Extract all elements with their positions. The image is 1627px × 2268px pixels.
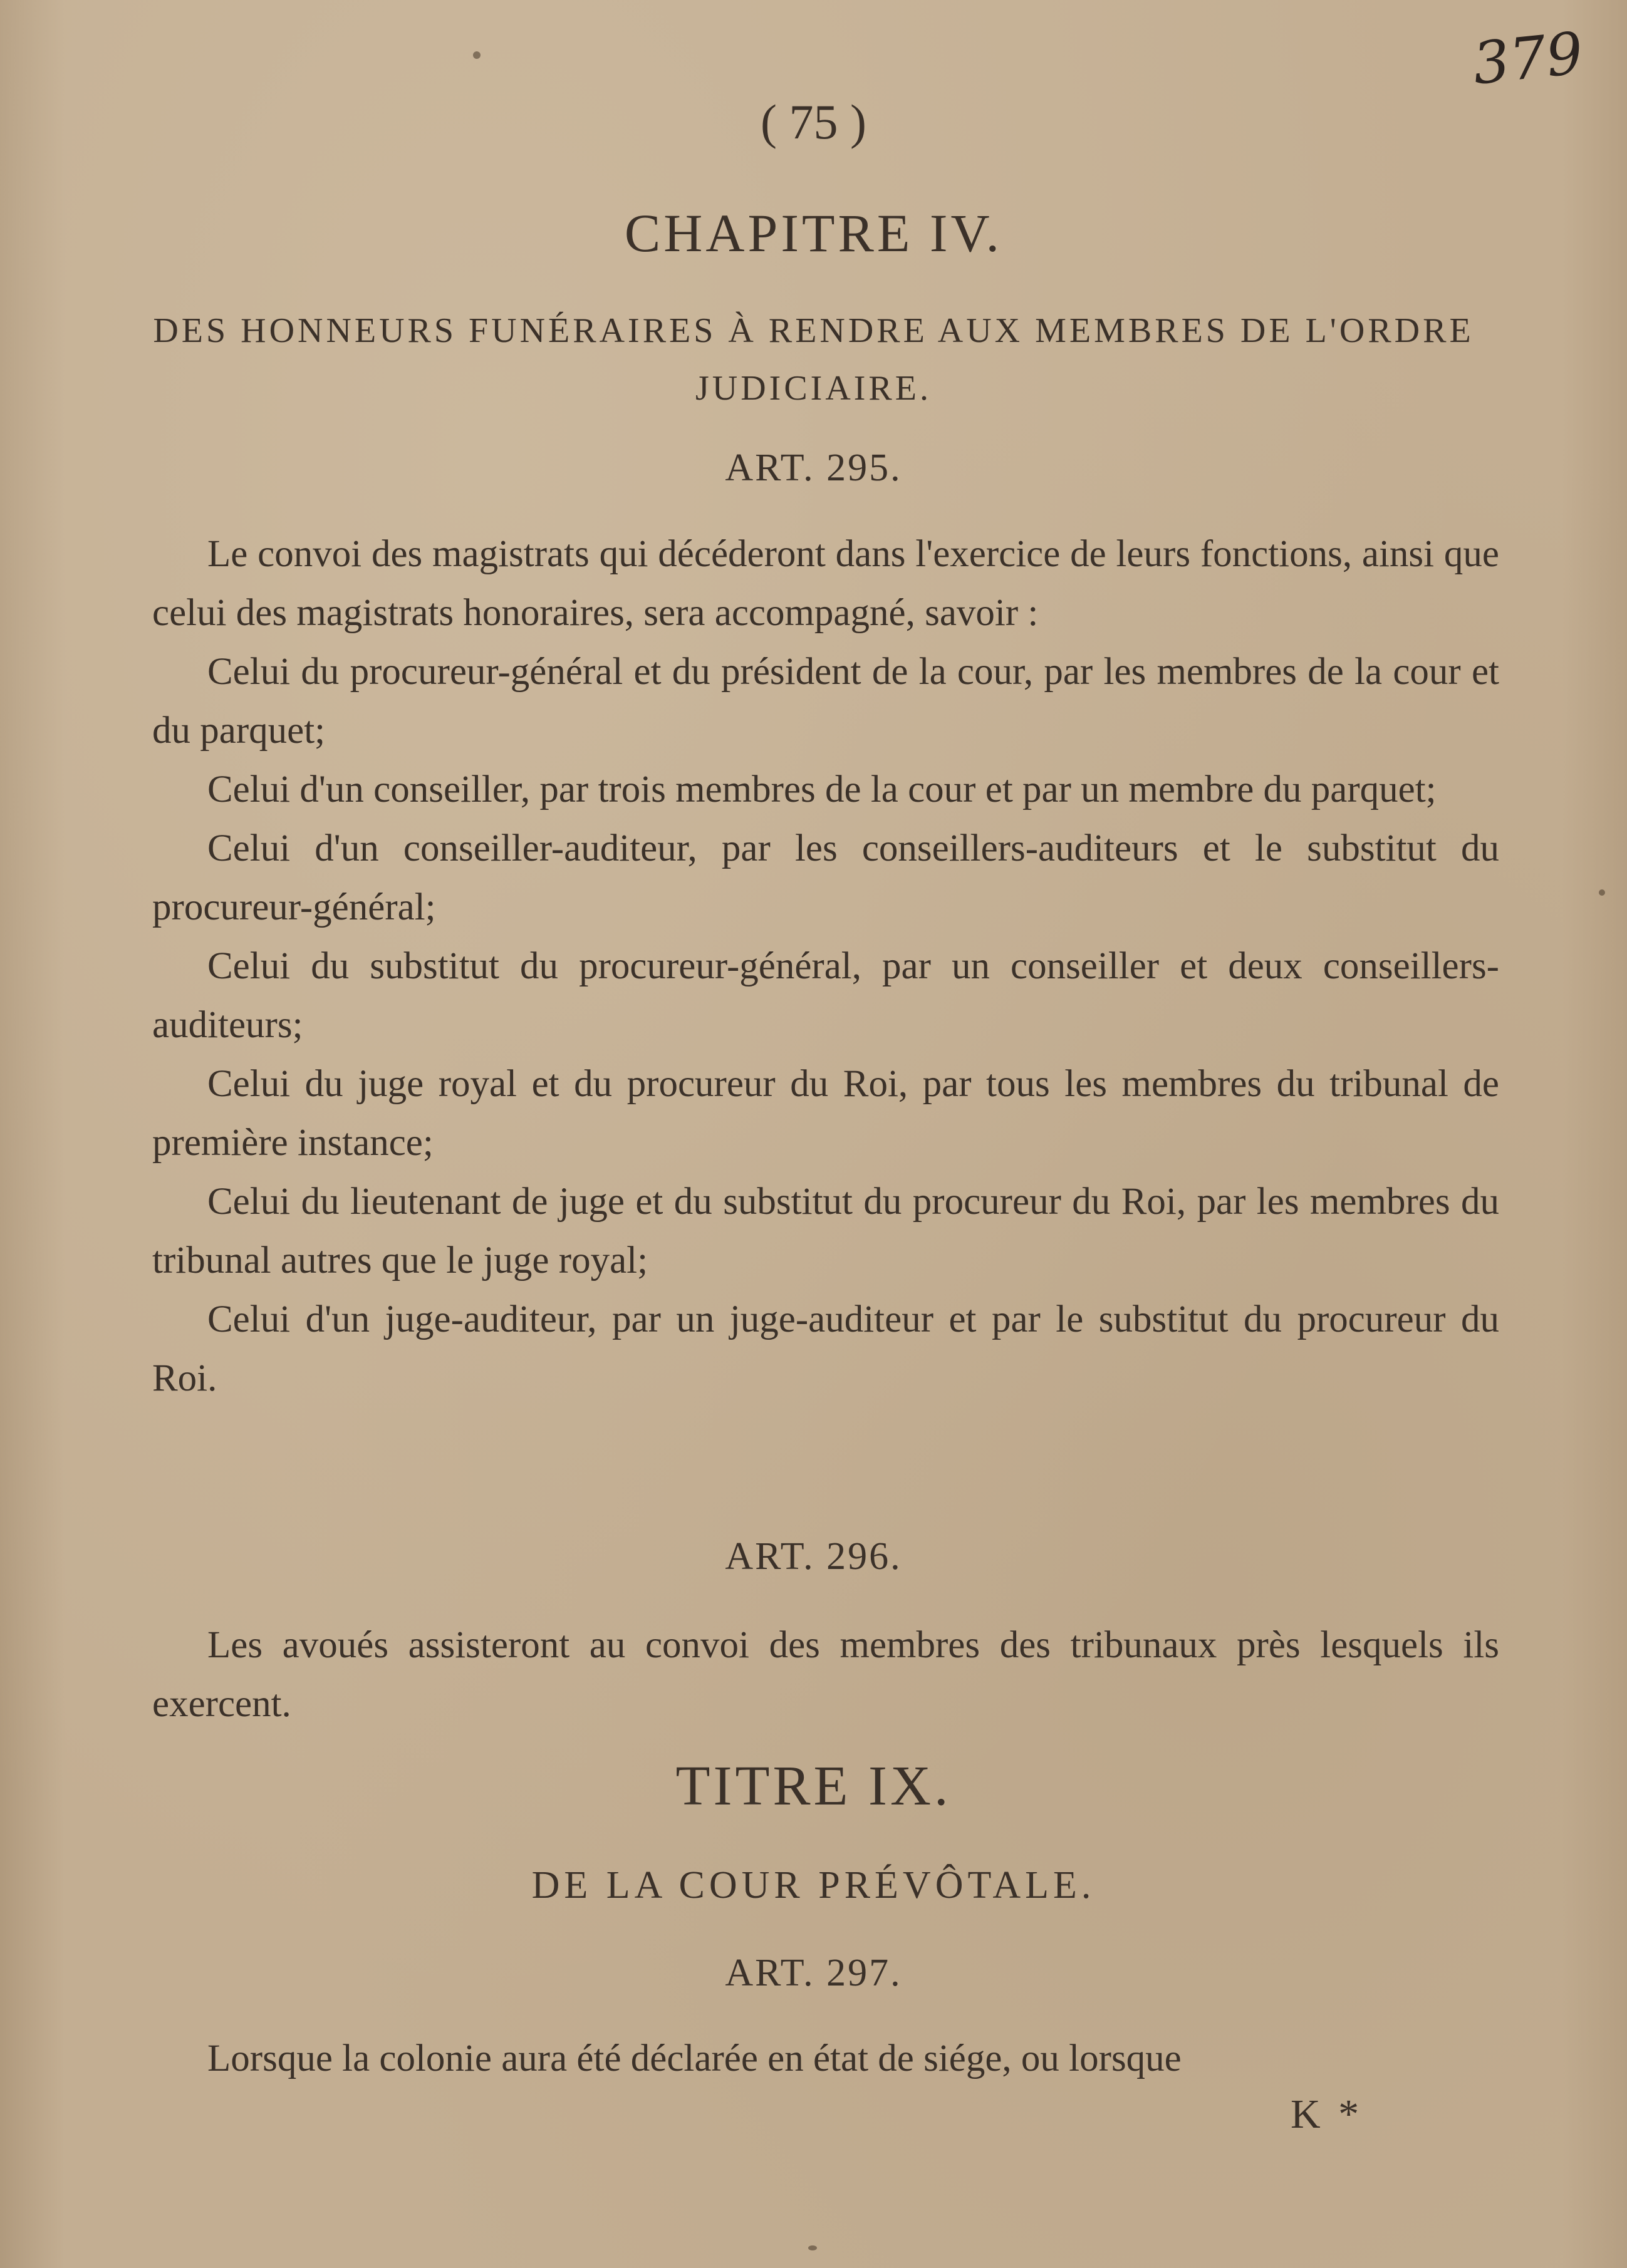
article-297-heading: ART. 297. (725, 1952, 902, 1994)
article-296-body (152, 1616, 1499, 1734)
ink-spot (808, 2245, 817, 2250)
article-295-body (152, 525, 1499, 1408)
article-297-paragraph: Lorsque la colonie aura été déclarée en état de siége, ou lorsque (207, 2038, 1182, 2079)
article-297-body (152, 2029, 1499, 2088)
article-295-paragraph: Celui d'un conseiller, par trois membres de la cour et par un membre du parquet; (207, 769, 1437, 810)
chapter-subtitle: DES HONNEURS FUNÉRAIRES À RENDRE AUX MEMBRES DE L'ORDRE JUDICIAIRE. (153, 311, 1474, 408)
titre-subtitle: DE LA COUR PRÉVÔTALE. (531, 1864, 1096, 1907)
article-295-paragraph: Celui du lieutenant de juge et du substitut du procureur du Roi, par les membres du tribunal autres que le juge royal; (152, 1181, 1499, 1282)
article-295-paragraph: Celui du procureur-général et du président de la cour, par les membres de la cour et du parquet; (152, 651, 1499, 752)
article-296-heading: ART. 296. (725, 1535, 902, 1578)
signature-mark: K * (1291, 2091, 1363, 2137)
handwritten-folio-number: 379 (1470, 19, 1587, 98)
ink-spot (473, 51, 481, 59)
page-number: ( 75 ) (761, 95, 866, 149)
article-295-paragraph: Celui du substitut du procureur-général, par un conseiller et deux conseillers-auditeurs; (152, 945, 1499, 1046)
article-295-paragraph: Celui du juge royal et du procureur du Roi, par tous les membres du tribunal de première instance; (152, 1063, 1499, 1164)
article-295-heading: ART. 295. (725, 447, 902, 489)
titre-title: TITRE IX. (675, 1755, 952, 1817)
article-296-paragraph: Les avoués assisteront au convoi des membres des tribunaux près lesquels ils exercent. (152, 1624, 1499, 1725)
article-295-paragraph: Celui d'un conseiller-auditeur, par les conseillers-auditeurs et le substitut du procureur-général; (152, 827, 1499, 928)
article-295-paragraph: Le convoi des magistrats qui décéderont dans l'exercice de leurs fonctions, ainsi que celui des magistrats honoraires, sera accompagné, savoir : (152, 533, 1499, 634)
chapter-title: CHAPITRE IV. (624, 203, 1003, 263)
article-295-paragraph: Celui d'un juge-auditeur, par un juge-auditeur et par le substitut du procureur du Roi. (152, 1298, 1499, 1399)
ink-spot (1599, 889, 1605, 896)
